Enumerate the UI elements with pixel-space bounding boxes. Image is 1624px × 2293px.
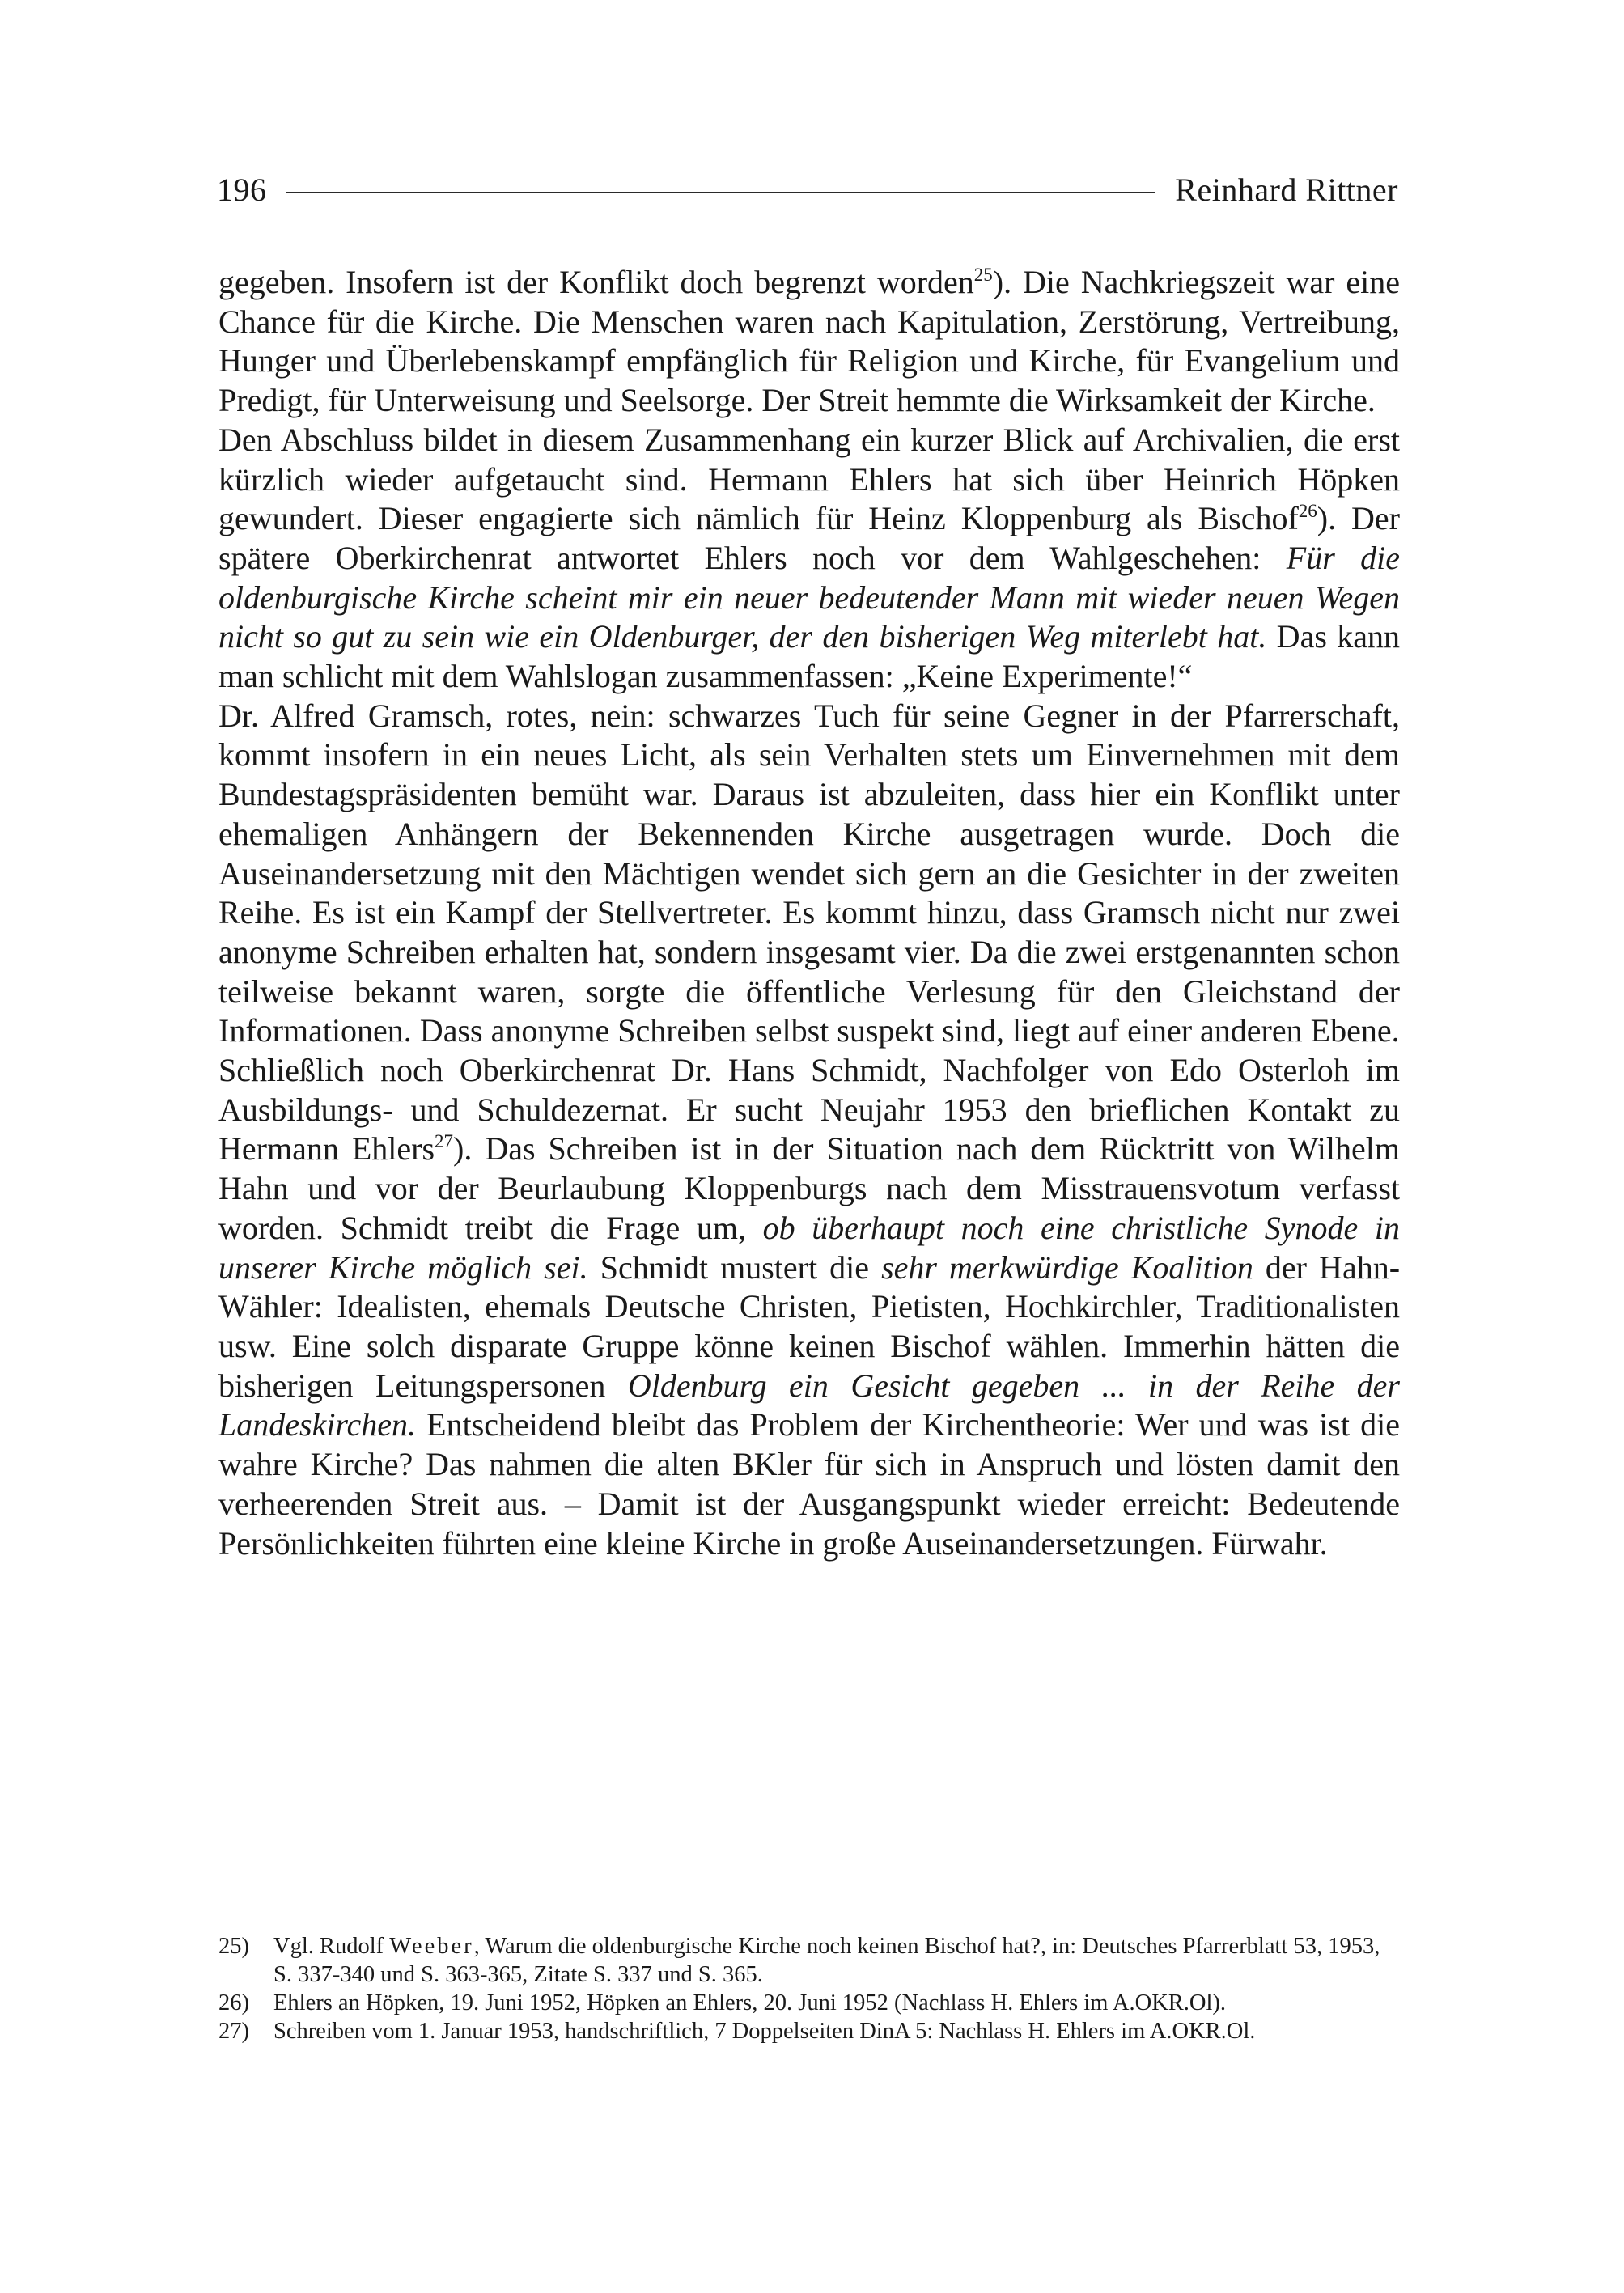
- footnote-ref-27: 27: [435, 1131, 454, 1152]
- text-run: ). Das Schreiben ist in der Situation nach dem Rücktritt von Wilhelm Hahn und vor der Beurlaubung Kloppenburgs nach dem Misstrauensvotum verfasst worden. Schmidt treibt die Frage um,: [218, 1130, 1401, 1246]
- text-run: Schmidt mustert die: [587, 1248, 882, 1286]
- quotation: ob überhaupt noch eine christliche Synode in unserer Kirche möglich sei.: [218, 1209, 1400, 1286]
- quotation: Oldenburg ein Gesicht gegeben ... in der Reihe der Landeskirchen.: [218, 1367, 1400, 1443]
- footnote-number: 25): [218, 1934, 249, 1959]
- text-run: Den Abschluss bildet in diesem Zusammenhang ein kurzer Blick auf Archivalien, die erst kürzlich wieder aufgetaucht sind. Hermann Ehlers hat sich über Heinrich Höpken gewundert. Dieser engagierte sich nämlich für Heinz Kloppenburg als Bischof: [218, 421, 1400, 537]
- footnotes: [218, 1932, 1400, 2045]
- author-name: Weeber: [389, 1934, 474, 1959]
- text-run: ). Der spätere Oberkirchenrat antwortet Ehlers noch vor dem Wahlgeschehen:: [218, 500, 1401, 576]
- running-head-author: Reinhard Rittner: [1175, 171, 1398, 208]
- footnote-text: Ehlers an Höpken, 19. Juni 1952, Höpken an Ehlers, 20. Juni 1952 (Nachlass H. Ehlers im A.OKR.Ol).: [273, 1990, 1227, 2015]
- footnote-ref-26: 26: [1298, 501, 1317, 522]
- footnote-number: 26): [218, 1990, 249, 2015]
- text-run: Das kann man schlicht mit dem Wahlslogan zusammenfassen: „Keine Experimente!“: [218, 618, 1401, 695]
- footnote-25: [218, 1932, 1400, 1989]
- footnote-text: Schreiben vom 1. Januar 1953, handschriftlich, 7 Doppelseiten DinA 5: Nachlass H. Ehlers im A.OKR.Ol.: [273, 2019, 1256, 2044]
- footnote-27: [218, 2017, 1400, 2045]
- paragraph-3: [218, 697, 1400, 1051]
- running-head: [217, 165, 1398, 214]
- text-run: Schließlich noch Oberkirchenrat Dr. Hans Schmidt, Nachfolger von Edo Osterloh im Ausbildungs- und Schuldezernat. Er sucht Neujahr 1953 den brieflichen Kontakt zu Hermann Ehlers: [218, 1052, 1400, 1168]
- text-run: Dr. Alfred Gramsch, rotes, nein: schwarzes Tuch für seine Gegner in der Pfarrerschaft, kommt insofern in ein neues Licht, als sein Verhalten stets um Einvernehmen mit dem Bundestagspräsidenten bemüht war. Daraus ist abzuleiten, dass hier ein Konflikt unter ehemaligen Anhängern der Bekennenden Kirche ausgetragen wurde. Doch die Auseinandersetzung mit den Mächtigen wendet sich gern an die Gesichter in der zweiten Reihe. Es ist ein Kampf der Stellvertreter. Es kommt hinzu, dass Gramsch nicht nur zwei anonyme Schreiben erhalten hat, sondern insgesamt vier. Da die zwei erstgenannten schon teilweise bekannt waren, sorgte die öffentliche Verlesung für den Gleichstand der Informationen. Dass anonyme Schreiben selbst suspekt sind, liegt auf einer anderen Ebene.: [218, 697, 1400, 1049]
- quotation: sehr merkwürdige Koalition: [881, 1248, 1253, 1286]
- paragraph-2: [218, 421, 1400, 697]
- text-run: der Hahn-Wähler: Idealisten, ehemals Deutsche Christen, Pietisten, Hochkirchler, Traditionalisten usw. Eine solch disparate Gruppe könne keinen Bischof wählen. Immerhin hätten die bisherigen Leitungspersonen: [218, 1248, 1401, 1404]
- text-run: gegeben. Insofern ist der Konflikt doch begrenzt worden: [218, 264, 974, 300]
- text-run: Entscheidend bleibt das Problem der Kirchentheorie: Wer und was ist die wahre Kirche? Das nahmen die alten BKler für sich in Anspruch und lösten damit den verheerenden Streit aus. – Damit ist der Ausgangspunkt wieder erreicht: Bedeutende Persönlichkeiten führten eine kleine Kirche in große Auseinandersetzungen. Fürwahr.: [218, 1406, 1400, 1562]
- text-run: ). Die Nachkriegszeit war eine Chance für die Kirche. Die Menschen waren nach Kapitulation, Zerstörung, Vertreibung, Hunger und Überlebenskampf empfänglich für Religion und Kirche, für Evangelium und Predigt, für Unterweisung und Seelsorge. Der Streit hemmte die Wirksamkeit der Kirche.: [218, 264, 1400, 419]
- footnote-ref-25: 25: [973, 265, 993, 285]
- page-number: 196: [217, 171, 267, 208]
- footnote-number: 27): [218, 2019, 249, 2044]
- header-rule: [286, 192, 1156, 193]
- quotation: Für die oldenburgische Kirche scheint mir ein neuer bedeutender Mann mit wieder neuen Wegen nicht so gut zu sein wie ein Oldenburger, der den bisherigen Weg miterlebt hat.: [218, 539, 1400, 655]
- footnote-text: Vgl. Rudolf Weeber, Warum die oldenburgische Kirche noch keinen Bischof hat?, in: Deutsches Pfarrerblatt 53, 1953, S. 337-340 und S. 363-365, Zitate S. 337 und S. 365.: [273, 1934, 1380, 1987]
- paragraph-4: [218, 1051, 1400, 1563]
- body-text: [218, 263, 1400, 1563]
- paragraph-1: [218, 263, 1400, 421]
- footnote-26: [218, 1989, 1400, 2017]
